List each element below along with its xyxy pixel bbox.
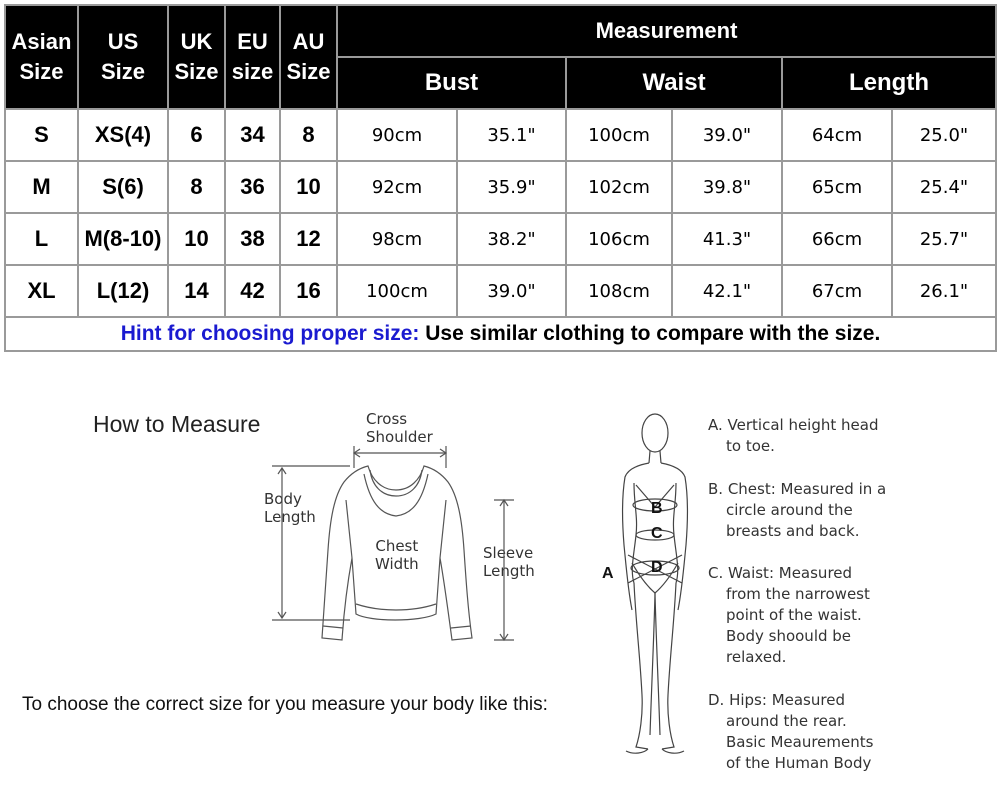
- cell-waist-cm: 108cm: [566, 265, 672, 317]
- header-bust: Bust: [337, 57, 566, 109]
- cell-bust-cm: 90cm: [337, 109, 457, 161]
- cell-uk: 8: [168, 161, 225, 213]
- cell-length-in: 26.1": [892, 265, 996, 317]
- how-to-measure-heading: How to Measure: [93, 411, 261, 437]
- table-row: [5, 109, 996, 161]
- header-measurement: Measurement: [337, 5, 996, 57]
- cell-bust-in: 39.0": [457, 265, 566, 317]
- cell-eu: 34: [225, 109, 280, 161]
- header-length: Length: [782, 57, 996, 109]
- cell-au: 8: [280, 109, 337, 161]
- hint-row: [5, 317, 996, 351]
- note-c: C. Waist: Measured from the narrowest point of the waist. Body shoould be relaxed.: [708, 564, 870, 666]
- cell-length-cm: 65cm: [782, 161, 892, 213]
- figure-letter-c: C: [651, 525, 663, 542]
- sweater-diagram: [260, 440, 540, 650]
- human-body-figure: [600, 405, 700, 765]
- cell-waist-cm: 100cm: [566, 109, 672, 161]
- cell-au: 10: [280, 161, 337, 213]
- cell-eu: 38: [225, 213, 280, 265]
- sleeve-length-label: Sleeve Length: [483, 544, 535, 580]
- choose-size-instruction: To choose the correct size for you measure your body like this:: [22, 694, 548, 715]
- cell-bust-cm: 98cm: [337, 213, 457, 265]
- cell-uk: 14: [168, 265, 225, 317]
- cell-length-cm: 64cm: [782, 109, 892, 161]
- header-waist: Waist: [566, 57, 782, 109]
- cell-waist-cm: 102cm: [566, 161, 672, 213]
- cell-uk: 10: [168, 213, 225, 265]
- cell-bust-in: 35.1": [457, 109, 566, 161]
- header-au-size: AU Size: [280, 5, 337, 109]
- figure-letter-d: D: [651, 559, 663, 576]
- cell-length-in: 25.7": [892, 213, 996, 265]
- table-row: [5, 161, 996, 213]
- chest-width-label: Chest Width: [375, 537, 419, 573]
- cell-length-in: 25.4": [892, 161, 996, 213]
- cell-us: XS(4): [78, 109, 168, 161]
- header-eu-size: EU size: [225, 5, 280, 109]
- cell-length-in: 25.0": [892, 109, 996, 161]
- table-row: [5, 213, 996, 265]
- header-asian-size: Asian Size: [5, 5, 78, 109]
- cell-bust-cm: 100cm: [337, 265, 457, 317]
- cell-us: S(6): [78, 161, 168, 213]
- cell-asian: L: [5, 213, 78, 265]
- cell-waist-in: 39.0": [672, 109, 782, 161]
- body-length-label: Body Length: [264, 490, 316, 526]
- table-row: [5, 265, 996, 317]
- cell-waist-in: 41.3": [672, 213, 782, 265]
- note-a: A. Vertical height head to toe.: [708, 416, 879, 455]
- figure-letter-b: B: [651, 500, 663, 517]
- cell-au: 16: [280, 265, 337, 317]
- cell-waist-in: 42.1": [672, 265, 782, 317]
- cross-shoulder-label: Cross Shoulder: [366, 410, 433, 446]
- cell-asian: S: [5, 109, 78, 161]
- cell-length-cm: 66cm: [782, 213, 892, 265]
- size-chart-table: [4, 4, 997, 352]
- header-uk-size: UK Size: [168, 5, 225, 109]
- note-b: B. Chest: Measured in a circle around the breasts and back.: [708, 480, 887, 540]
- note-d: D. Hips: Measured around the rear. Basic Meaurements of the Human Body: [708, 691, 874, 772]
- hint-label: Hint for choosing proper size:: [120, 322, 420, 345]
- cell-us: L(12): [78, 265, 168, 317]
- header-us-size: US Size: [78, 5, 168, 109]
- cell-bust-in: 38.2": [457, 213, 566, 265]
- cell-waist-in: 39.8": [672, 161, 782, 213]
- cell-asian: M: [5, 161, 78, 213]
- cell-bust-in: 35.9": [457, 161, 566, 213]
- cell-au: 12: [280, 213, 337, 265]
- cell-length-cm: 67cm: [782, 265, 892, 317]
- figure-letter-a: A: [602, 565, 614, 582]
- cell-eu: 42: [225, 265, 280, 317]
- cell-waist-cm: 106cm: [566, 213, 672, 265]
- cell-asian: XL: [5, 265, 78, 317]
- cell-uk: 6: [168, 109, 225, 161]
- hint-text: Use similar clothing to compare with the size.: [419, 322, 881, 345]
- cell-eu: 36: [225, 161, 280, 213]
- cell-bust-cm: 92cm: [337, 161, 457, 213]
- cell-us: M(8-10): [78, 213, 168, 265]
